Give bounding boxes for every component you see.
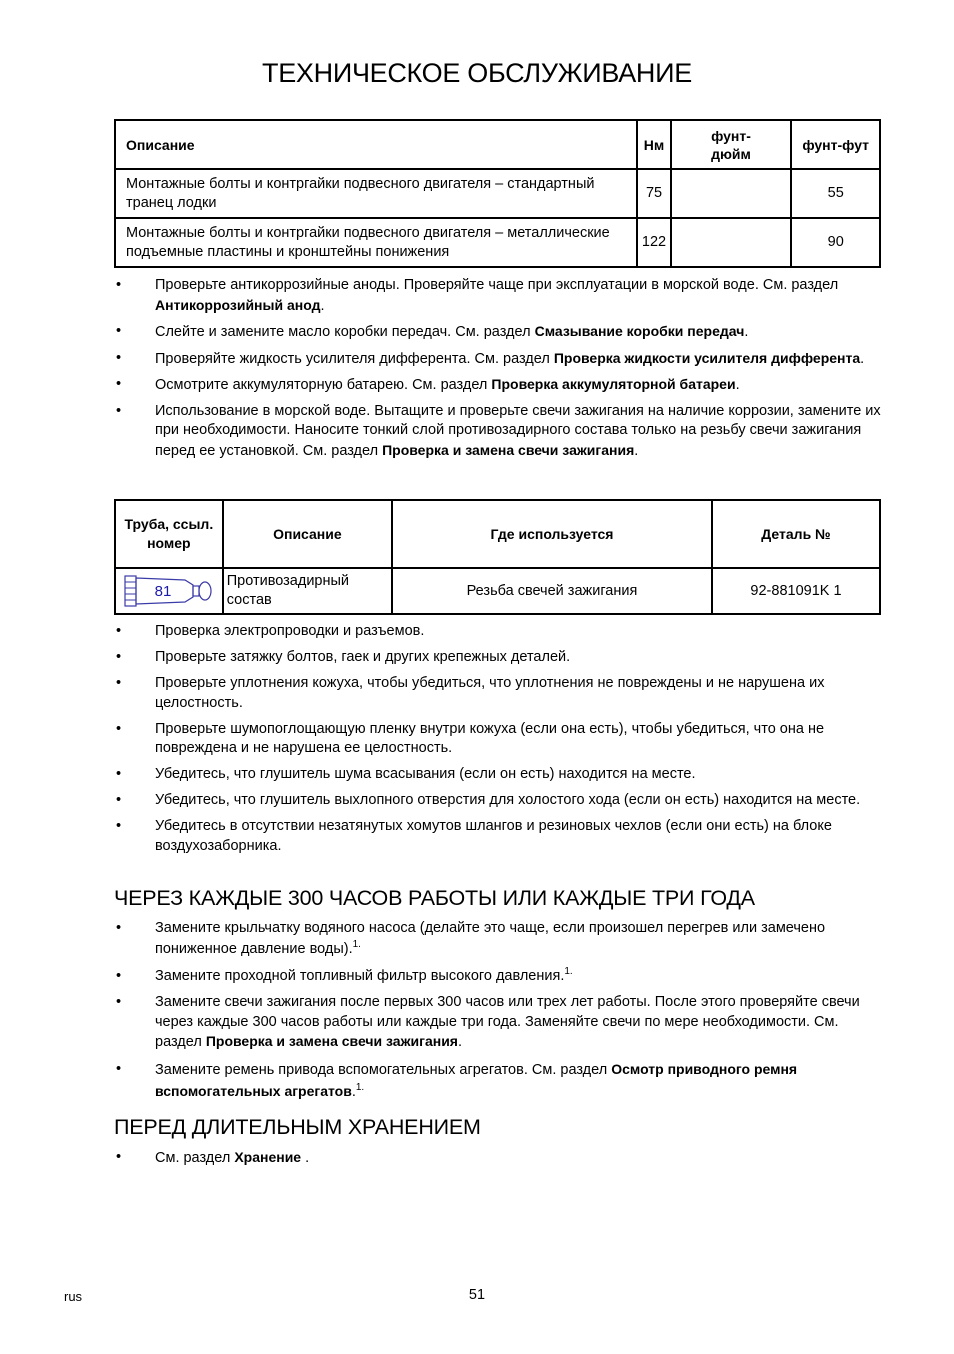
list-item: • Проверьте шумопоглощающую пленку внутри кожуха (если она есть), чтобы убедиться, что она не повреждена и не нарушена ее целостность. — [114, 720, 884, 759]
item-end: . — [351, 1083, 356, 1100]
header-lb-in: фунт-дюйм — [671, 120, 792, 169]
row-nm: 75 — [637, 169, 670, 218]
page-title: ТЕХНИЧЕСКОЕ ОБСЛУЖИВАНИЕ — [262, 58, 692, 88]
list-item: • Проверьте затяжку болтов, гаек и других крепежных деталей. — [114, 648, 884, 668]
item-end: . — [860, 350, 865, 367]
header-lb-ft: фунт-фут — [791, 120, 880, 169]
row-lb-in — [671, 169, 792, 218]
item-text: Замените свечи зажигания после первых 300 часов или трех лет работы. После этого проверяйте свечи через каждые 300 часов работы или каждые три года. Заменяйте свечи по мере необходимости. См. раздел — [155, 994, 860, 1050]
item-text: Использование в морской воде. Вытащите и проверьте свечи зажигания на наличие коррозии, замените их при необходимости. Наносите тонкий слой противозадирного состава только на резьбу свечи зажигания перед ее установкой. См. раздел — [155, 402, 881, 459]
tube-ref-cell — [115, 568, 223, 614]
torque-table-header — [115, 120, 880, 169]
row-lb-in — [671, 218, 792, 267]
section-heading-storage: ПЕРЕД ДЛИТЕЛЬНЫМ ХРАНЕНИЕМ — [114, 1115, 481, 1139]
item-text: Замените крыльчатку водяного насоса (делайте это чаще, если произошел перегрев или замечено пониженное давление воды). — [155, 920, 826, 957]
row-lb-ft: 55 — [791, 169, 880, 218]
list-item — [114, 993, 884, 1053]
header-part-number: Деталь № — [712, 500, 880, 568]
row-description: Монтажные болты и контргайки подвесного двигателя – металлические подъемные пластины и кронштейны понижения — [115, 218, 637, 267]
inspection-list — [114, 622, 884, 856]
maintenance-list — [114, 276, 884, 461]
section-reference: Антикоррозийный анод — [155, 296, 321, 313]
list-item: • Убедитесь в отсутствии незатянутых хомутов шлангов и резиновых чехлов (если они есть) на блоке воздухозаборника. — [114, 817, 884, 856]
item-text: Проверьте антикоррозийные аноды. Проверяйте чаще при эксплуатации в морской воде. См. раздел — [155, 277, 839, 293]
row-where-used: Резьба свечей зажигания — [392, 568, 712, 614]
table-row — [115, 218, 880, 267]
page-number: 51 — [468, 1287, 486, 1303]
table-row — [115, 169, 880, 218]
list-item — [114, 966, 884, 987]
item-end: . — [301, 1150, 310, 1166]
header-where-used: Где используется — [392, 500, 712, 568]
header-tube-ref: Труба, ссыл. номер — [115, 500, 223, 568]
item-text: Слейте и замените масло коробки передач. См. раздел — [155, 324, 535, 340]
list-item: • Проверьте уплотнения кожуха, чтобы убедиться, что уплотнения не повреждены и не нарушена их целостность. — [114, 674, 884, 713]
list-item: • Проверка электропроводки и разъемов. — [114, 622, 884, 642]
list-item — [114, 1148, 884, 1169]
row-description: Монтажные болты и контргайки подвесного двигателя – стандартный транец лодки — [115, 169, 637, 218]
item-end: . — [735, 377, 740, 393]
lubricant-tube-icon — [116, 574, 222, 608]
parts-table — [114, 499, 881, 615]
list-item: • Убедитесь, что глушитель выхлопного отверстия для холостого хода (если он есть) находится на месте. — [114, 791, 884, 811]
storage-list — [114, 1148, 884, 1169]
item-text: См. раздел — [155, 1150, 235, 1166]
list-item — [114, 1059, 884, 1103]
item-end: . — [634, 442, 639, 459]
list-item — [114, 402, 884, 462]
row-part-number: 92-881091K 1 — [712, 568, 880, 614]
item-end: . — [320, 297, 325, 314]
section-reference: Проверка и замена свечи зажигания — [205, 1033, 458, 1049]
tube-icon — [123, 574, 215, 608]
list-item: • Убедитесь, что глушитель шума всасывания (если он есть) находится на месте. — [114, 765, 884, 785]
300-hours-list — [114, 918, 884, 1103]
footer-language: rus — [64, 1289, 83, 1304]
header-description: Описание — [115, 120, 637, 169]
section-reference: Проверка аккумуляторной батареи — [491, 376, 736, 392]
parts-table-header — [115, 500, 880, 568]
tube-ref-number: 81 — [154, 583, 172, 600]
list-item — [114, 349, 884, 370]
section-reference: Проверка жидкости усилителя дифферента — [553, 349, 861, 366]
item-end: . — [457, 1034, 463, 1050]
section-heading-300-hours: ЧЕРЕЗ КАЖДЫЕ 300 ЧАСОВ РАБОТЫ ИЛИ КАЖДЫЕ ТРИ ГОДА — [114, 886, 755, 910]
table-row — [115, 568, 880, 614]
item-text: Проверяйте жидкость усилителя дифферента. См. раздел — [155, 350, 554, 367]
item-text: Замените ремень привода вспомогательных агрегатов. См. раздел — [155, 1061, 612, 1078]
header-description: Описание — [223, 500, 392, 568]
section-reference: Проверка и замена свечи зажигания — [382, 441, 635, 458]
list-item — [114, 918, 884, 960]
list-item — [114, 276, 884, 316]
footnote-marker: 1. — [352, 939, 361, 950]
torque-table — [114, 119, 881, 268]
footnote-marker: 1. — [355, 1081, 365, 1093]
list-item — [114, 375, 884, 396]
section-reference: Смазывание коробки передач — [534, 323, 745, 339]
row-description: Противозадирный состав — [223, 568, 392, 614]
section-reference: Осмотр приводного ремня вспомогательных агрегатов — [155, 1060, 798, 1099]
item-text: Замените проходной топливный фильтр высокого давления. — [155, 968, 565, 984]
footnote-marker: 1. — [564, 966, 573, 977]
row-lb-ft: 90 — [791, 218, 880, 267]
list-item — [114, 322, 884, 343]
section-reference: Хранение — [234, 1149, 302, 1165]
row-nm: 122 — [637, 218, 670, 267]
item-end: . — [744, 324, 749, 340]
item-text: Осмотрите аккумуляторную батарею. См. раздел — [155, 377, 492, 393]
header-nm: Нм — [637, 120, 670, 169]
